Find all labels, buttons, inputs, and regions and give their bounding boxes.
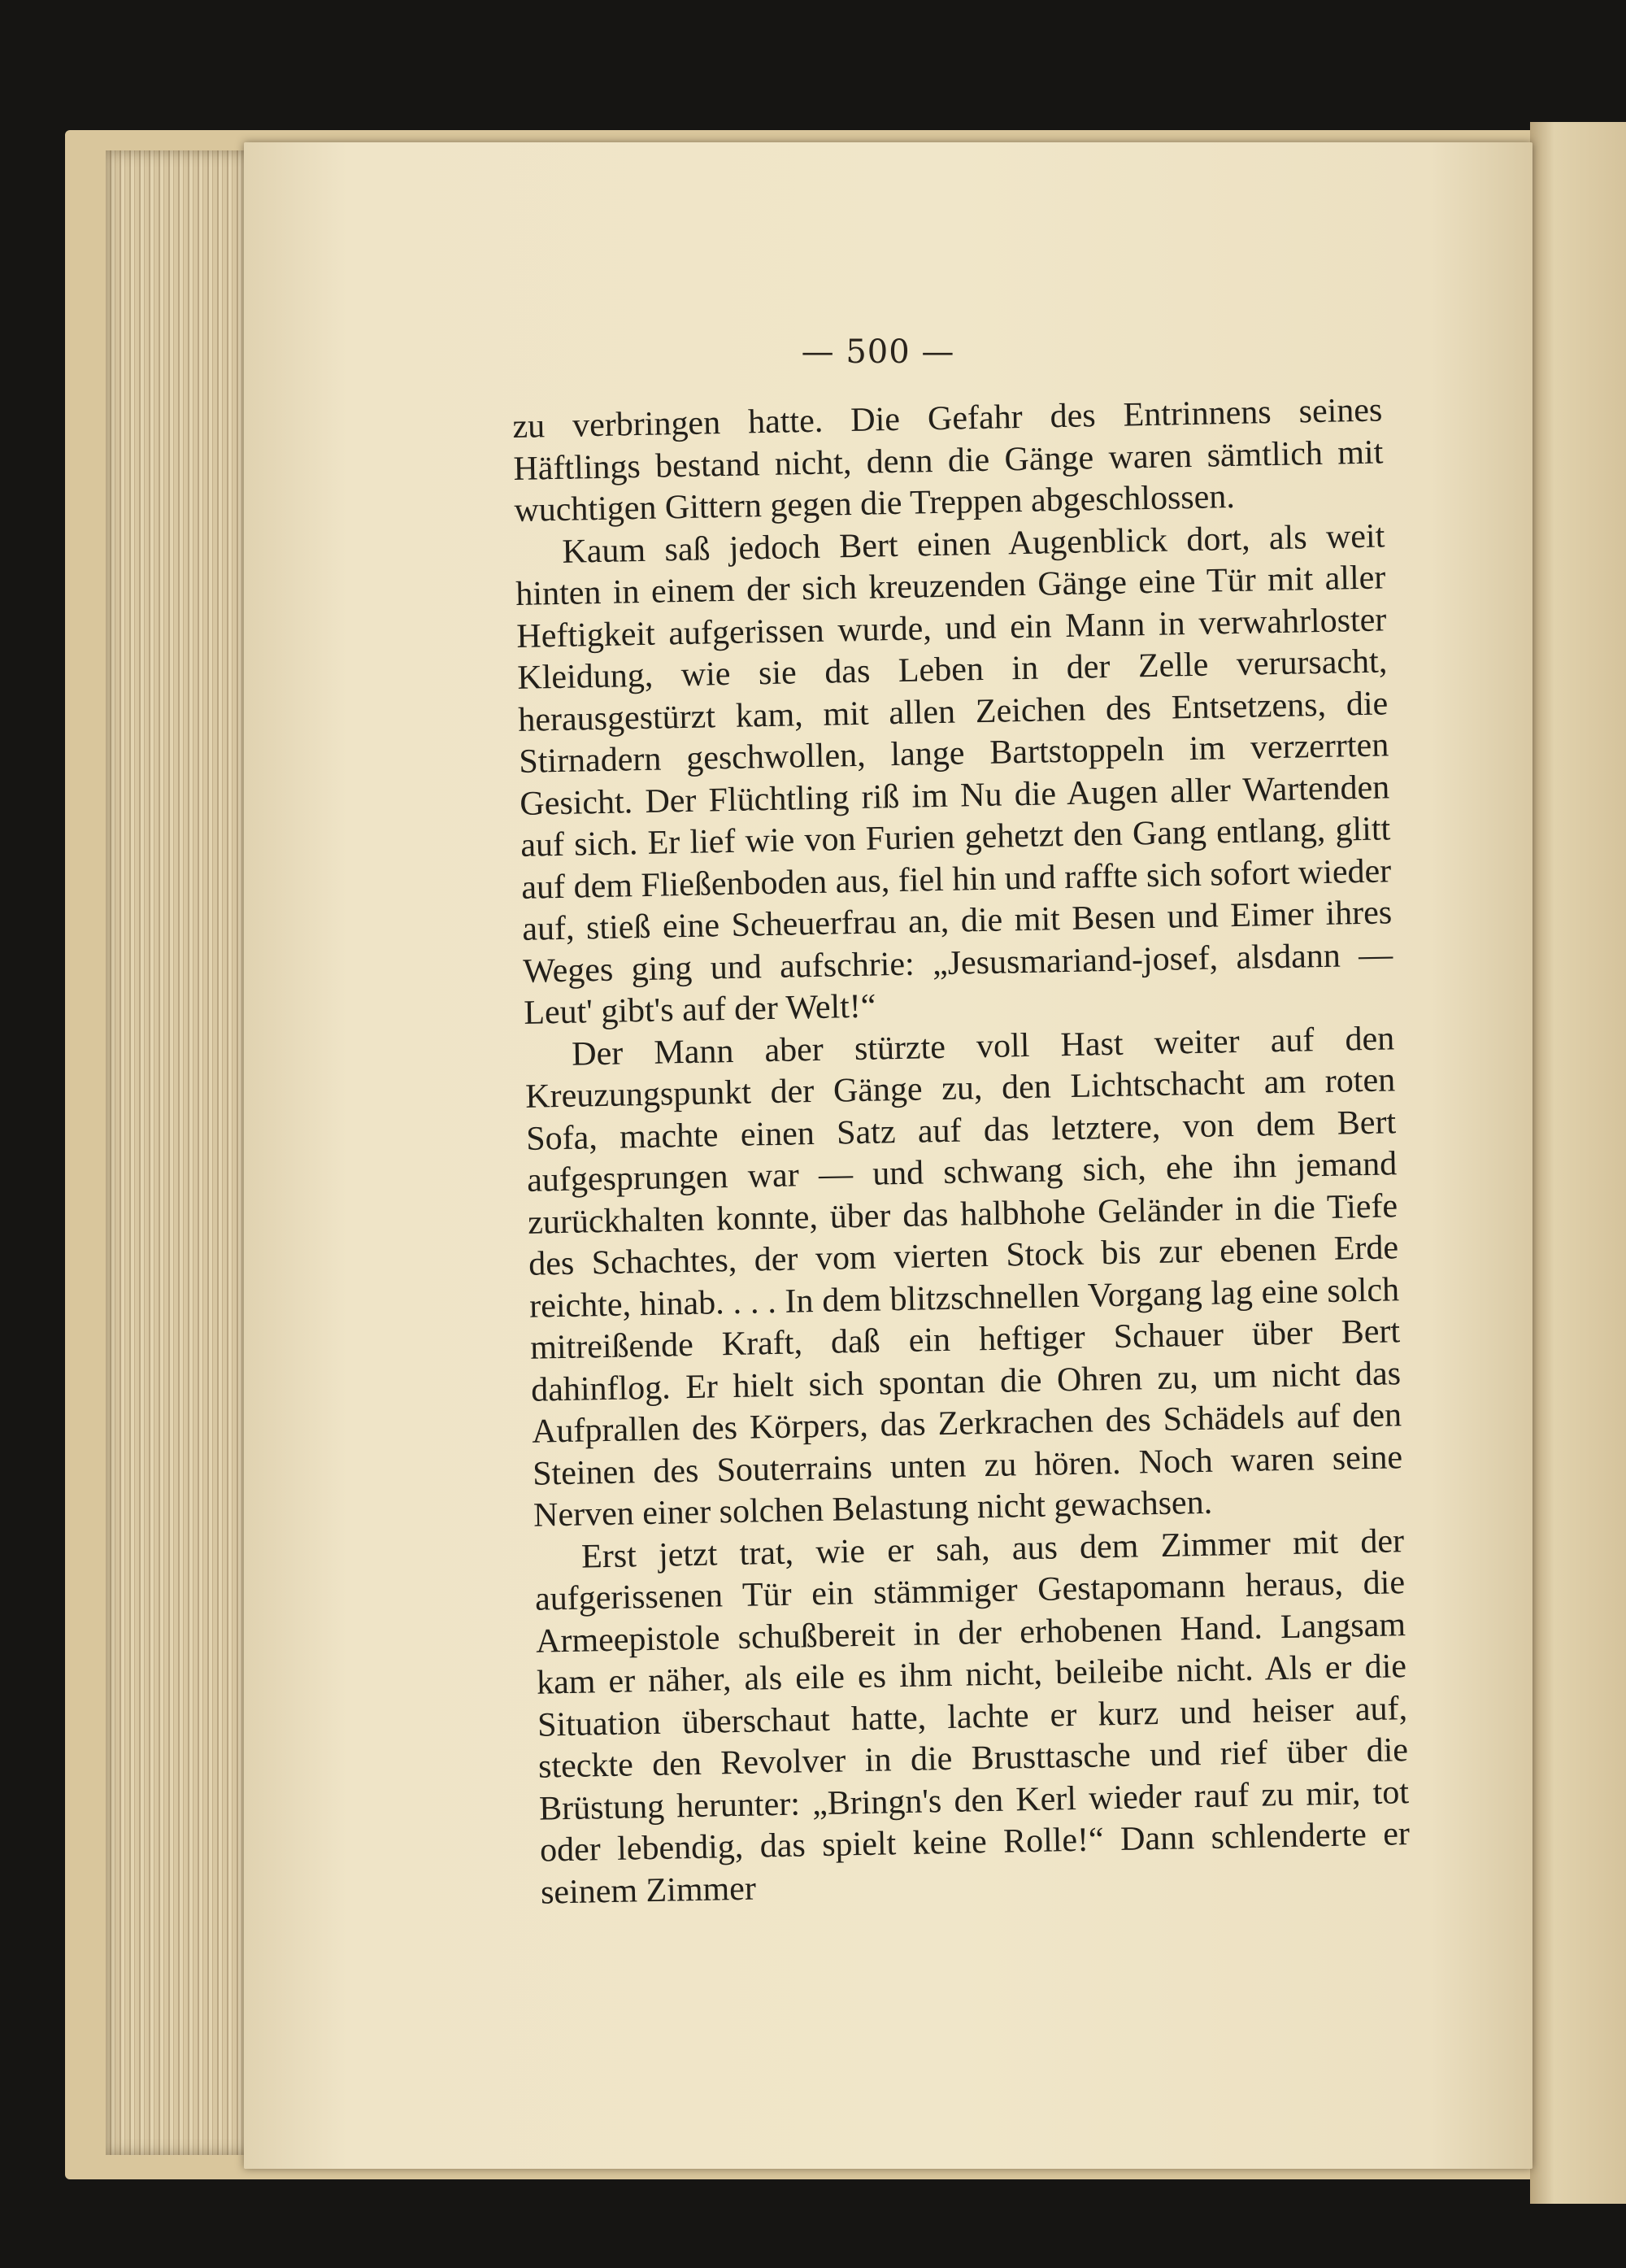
body-text: [512, 390, 1411, 1913]
paragraph-1: zu verbringen hatte. Die Gefahr des Entrinnens seines Häftlings bestand nicht, denn die Gänge waren sämtlich mit wuchtigen Gittern gegen die Treppen abgeschlossen.: [512, 391, 1384, 529]
page-number: — 500 —: [801, 333, 955, 371]
paragraph-4: Erst jetzt trat, wie er sah, aus dem Zimmer mit der aufgerissenen Tür ein stämmiger Gestapomann heraus, die Armeepistole schußbereit in der erhobenen Hand. Langsam kam er näher, als eile es ihm nicht, beileibe nicht. Als er die Situation überschaut hatte, lachte er kurz und heiser auf, steckte den Revolver in die Brusttasche und rief über die Brüstung herunter: „Bringn's den Kerl wieder rauf zu mir, tot oder lebendig, das spielt keine Rolle!“ Dann schlenderte er seinem Zimmer: [534, 1521, 1411, 1912]
paragraph-3: Der Mann aber stürzte voll Hast weiter auf den Kreuzungspunkt der Gänge zu, den Lichtschacht am roten Sofa, machte einen Satz auf das letztere, von dem Bert aufgesprungen war — und schwang sich, ehe ihn jemand zurückhalten konnte, über das halbhohe Geländer in die Tiefe des Schachtes, der vom vierten Stock bis zur ebenen Erde reichte, hinab. . . . In dem blitzschnellen Vorgang lag eine solch mitreißende Kraft, daß ein heftiger Schauer über Bert dahinflog. Er hielt sich spontan die Ohren zu, um nicht das Aufprallen des Körpers, das Zerkrachen des Schädels auf den Steinen des Souterrains unten zu hören. Noch waren seine Nerven einer solchen Belastung nicht gewachsen.: [524, 1019, 1403, 1534]
paragraph-2: Kaum saß jedoch Bert einen Augenblick dort, als weit hinten in einem der sich kreuzenden Gänge eine Tür mit aller Heftigkeit aufgerissen wurde, und ein Mann in verwahrloster Kleidung, wie sie das Leben in der Zelle verursacht, herausgestürzt kam, mit allen Zeichen des Entsetzens, die Stirnadern geschwollen, lange Bartstoppeln im verzerrten Gesicht. Der Flüchtling riß im Nu die Augen aller Wartenden auf sich. Er lief wie von Furien gehetzt den Gang entlang, glitt auf dem Fließenboden aus, fiel hin und raffte sich sofort wieder auf, stieß eine Scheuerfrau an, die mit Besen und Eimer ihres Weges ging und aufschrie: „Jesusmariand-josef, alsdann — Leut' gibt's auf der Welt!“: [515, 516, 1393, 1032]
facing-page-edge: [1530, 122, 1626, 2204]
page-edges: [106, 150, 260, 2155]
